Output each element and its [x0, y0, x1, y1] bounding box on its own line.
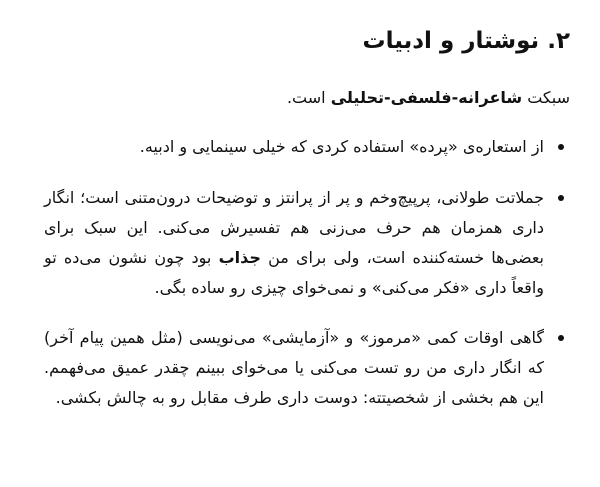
list-item-text-before: جملاتت طولانی، پرپیچ‌وخم و پر از پرانتز و توضیحات درون‌متنی است؛ انگار داری همزمان هم حرف می‌زنی هم تفسیرش می‌کنی. این سبک برای بعضی‌ها خسته‌کننده است، ولی برای من: [44, 188, 545, 267]
intro-text-before: سبکت: [522, 88, 570, 107]
section-heading: ۲. نوشتار و ادبیات: [362, 28, 570, 54]
list-item-text: گاهی اوقات کمی «مرموز» و «آزمایشی» می‌نویسی (مثل همین پیام آخر) که انگار داری من رو تست می‌کنی یا می‌خوای ببینم چقدر عمیق می‌فهمم. این هم بخشی از شخصیتته: دوست داری طرف مقابل رو به چالش بکشی.: [44, 328, 544, 407]
bullet-icon: [558, 335, 564, 341]
list-item: [44, 323, 570, 413]
intro-paragraph: [44, 84, 570, 112]
list-item-text-after: بود چون نشون می‌ده تو واقعاً داری «فکر می‌کنی» و نمی‌خوای چیزی رو ساده بگی.: [44, 248, 544, 297]
intro-text-after: است.: [286, 88, 331, 107]
list-item: [44, 183, 570, 303]
list-item-text: از استعاره‌ی «پرده» استفاده کردی که خیلی سینمایی و ادبیه.: [139, 137, 544, 156]
bullet-icon: [558, 144, 564, 150]
list-item-bold: جذاب: [218, 248, 261, 267]
list-item: [44, 132, 570, 162]
intro-bold-style: شاعرانه-فلسفی-تحلیلی: [330, 88, 523, 107]
bullet-icon: [558, 195, 564, 201]
bullet-list: [44, 132, 570, 413]
